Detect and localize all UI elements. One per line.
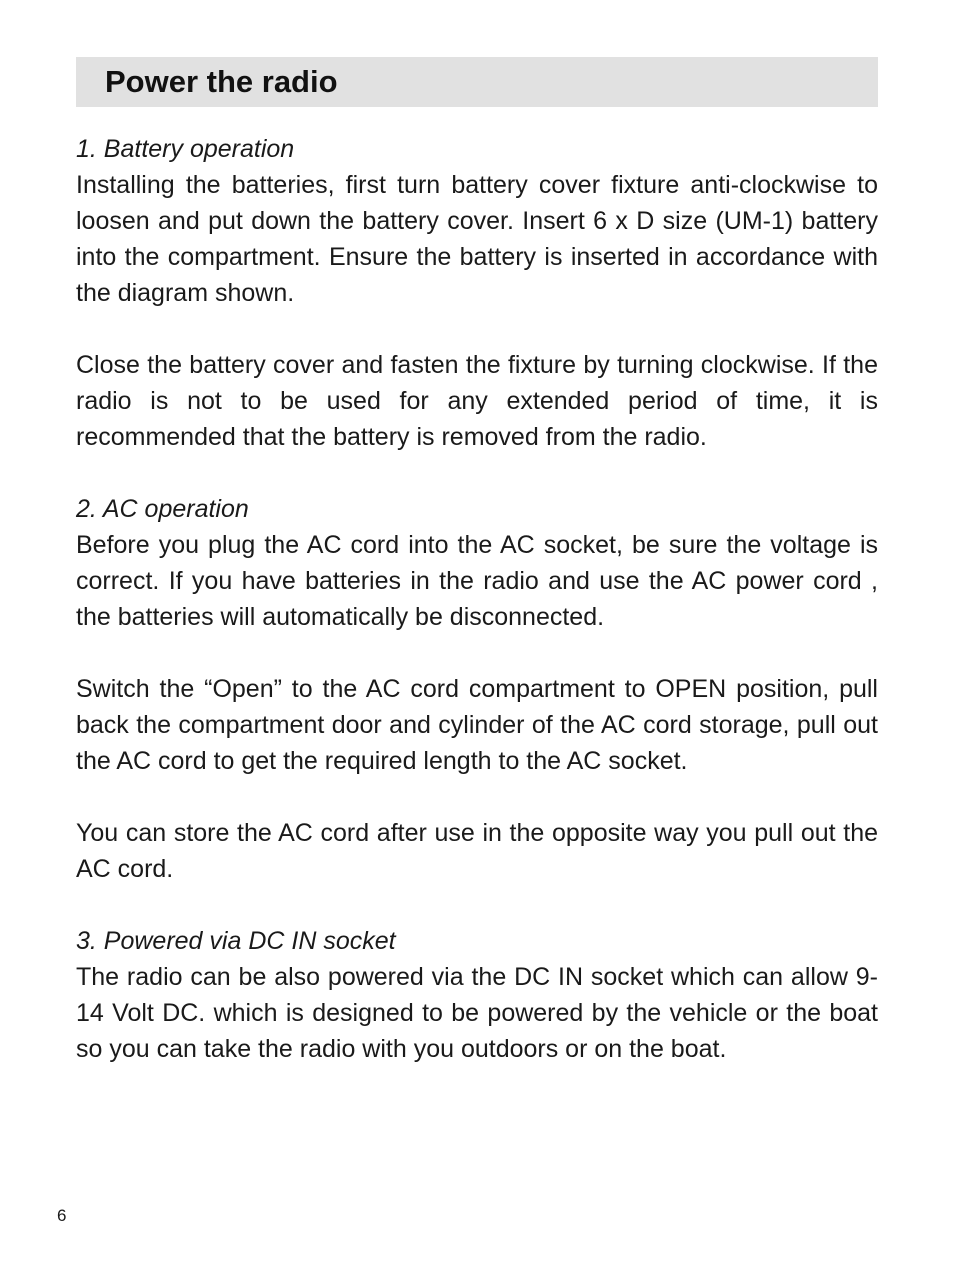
paragraph: Installing the batteries, first turn battery cover fixture anti-clockwise to loosen and put down the battery cover. Insert 6 x D size (UM-1) battery into the compartment. Ensure the battery is inserted in accordance with the diagram shown. bbox=[76, 171, 878, 307]
paragraph: The radio can be also powered via the DC IN socket which can allow 9-14 Volt DC. which is designed to be powered by the vehicle or the boat so you can take the radio with you outdoors or on the boat. bbox=[76, 963, 878, 1063]
section-dc-in-socket bbox=[76, 923, 878, 1067]
page-title: Power the radio bbox=[105, 64, 338, 99]
section-heading: 1. Battery operation bbox=[76, 135, 295, 163]
section-spacer bbox=[76, 887, 878, 923]
section-spacer bbox=[76, 455, 878, 491]
paragraph: Before you plug the AC cord into the AC socket, be sure the voltage is correct. If you have batteries in the radio and use the AC power cord , the batteries will automatically be disconnected. bbox=[76, 531, 878, 631]
section-battery-operation bbox=[76, 131, 878, 455]
section-heading: 2. AC operation bbox=[76, 495, 249, 523]
paragraph-spacer bbox=[76, 779, 878, 815]
paragraph-spacer bbox=[76, 635, 878, 671]
paragraph-spacer bbox=[76, 311, 878, 347]
main-content bbox=[76, 131, 878, 1067]
section-ac-operation bbox=[76, 491, 878, 887]
section-title-bar bbox=[76, 57, 878, 107]
paragraph: Close the battery cover and fasten the fixture by turning clockwise. If the radio is not to be used for any extended period of time, it is recommended that the battery is removed from the radio. bbox=[76, 351, 878, 451]
page-number: 6 bbox=[57, 1206, 67, 1225]
paragraph: You can store the AC cord after use in the opposite way you pull out the AC cord. bbox=[76, 819, 878, 883]
paragraph: Switch the “Open” to the AC cord compartment to OPEN position, pull back the compartment door and cylinder of the AC cord storage, pull out the AC cord to get the required length to the AC socket. bbox=[76, 675, 878, 775]
section-heading: 3. Powered via DC IN socket bbox=[76, 927, 396, 955]
